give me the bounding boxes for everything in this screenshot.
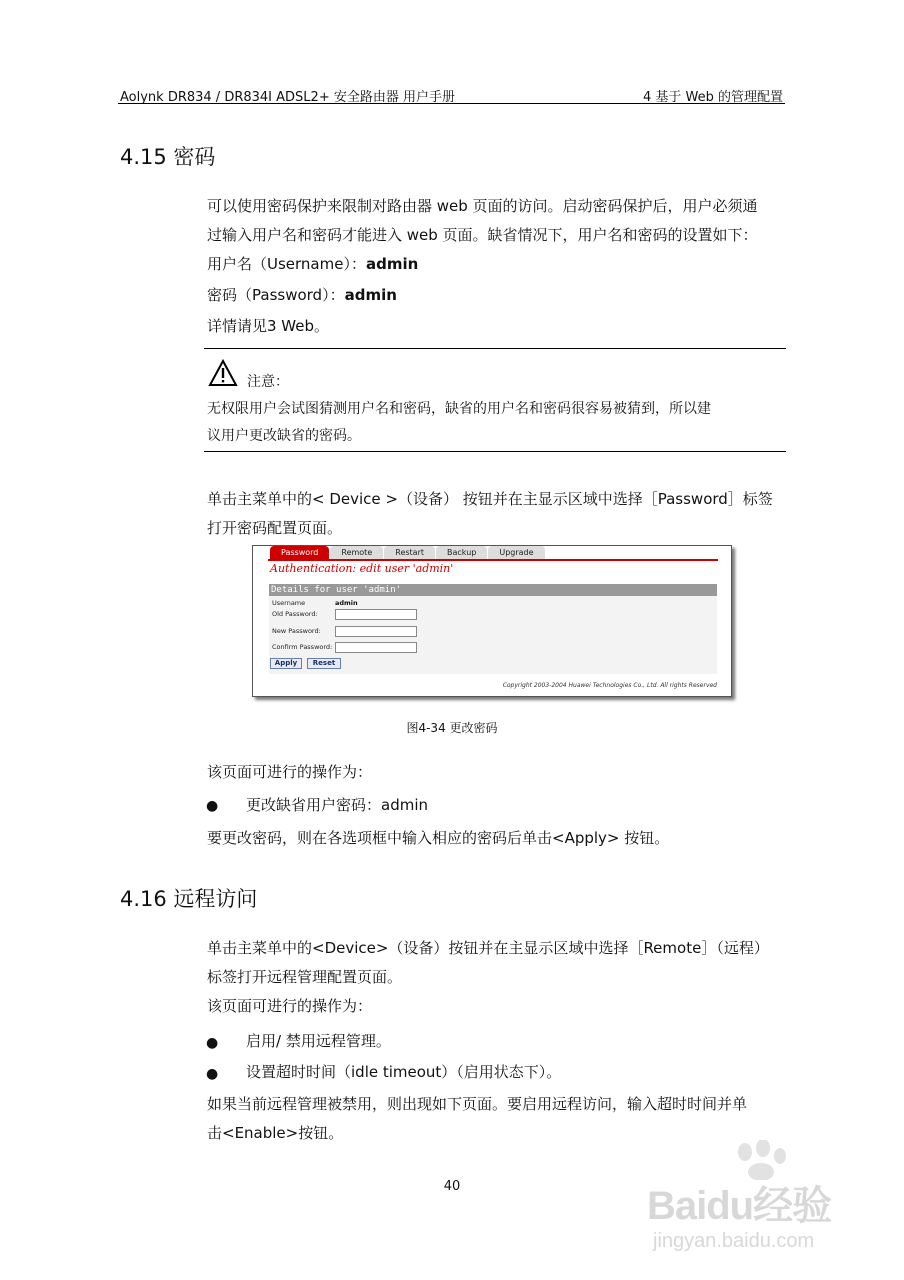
baidu-watermark — [645, 1140, 865, 1270]
password-value: admin — [344, 286, 397, 304]
new-password-label: New Password: — [272, 627, 321, 635]
note-title: 注意： — [247, 374, 289, 390]
watermark-brand: Baidu经验 — [647, 1184, 832, 1228]
password-label: 密码（Password）： — [207, 286, 345, 304]
username-field-value: admin — [335, 599, 358, 607]
old-password-label: Old Password: — [272, 610, 318, 618]
confirm-password-input[interactable] — [335, 642, 417, 653]
section-title-416: 4.16 远程访问 — [120, 887, 258, 911]
note-line-1: 无权限用户会试图猜测用户名和密码，缺省的用户名和密码很容易被猜到，所以建 — [207, 401, 711, 417]
confirm-password-label: Confirm Password: — [272, 643, 333, 651]
default-username-line — [207, 250, 787, 279]
details-reference: 详情请见3 Web。 — [207, 317, 330, 335]
running-header-right: 4 基于 Web 的管理配置 — [642, 90, 783, 105]
remote-instruction-line-1: 单击主菜单中的<Device>（设备）按钮并在主显示区域中选择［Remote］（远程） — [207, 939, 769, 957]
section-title-415: 4.15 密码 — [120, 145, 216, 169]
username-value: admin — [365, 255, 419, 273]
password-config-screenshot — [252, 545, 732, 697]
tab-upgrade[interactable]: Upgrade — [488, 546, 544, 559]
intro-line-1: 可以使用密码保护来限制对路由器 web 页面的访问。启动密码保护后，用户必须通 — [207, 197, 758, 215]
bullet-dot: ● — [206, 798, 219, 814]
tab-remote[interactable]: Remote — [330, 546, 383, 559]
remote-instruction-line-2: 标签打开远程管理配置页面。 — [207, 968, 403, 986]
default-password-line — [207, 281, 787, 310]
closing-line-1: 如果当前远程管理被禁用，则出现如下页面。要启用远程访问，输入超时时间并单 — [207, 1095, 748, 1113]
new-password-input[interactable] — [335, 626, 417, 637]
bullet-change-password: 更改缺省用户密码：admin — [246, 796, 429, 814]
intro-paragraph — [207, 192, 787, 250]
instruction-line-2: 打开密码配置页面。 — [207, 519, 343, 537]
tab-password[interactable]: Password — [270, 546, 329, 559]
apply-instruction: 要更改密码，则在各选项框中输入相应的密码后单击<Apply> 按钮。 — [207, 829, 670, 847]
bullet-dot: ● — [206, 1035, 219, 1051]
tab-bar — [270, 546, 546, 559]
old-password-input[interactable] — [335, 609, 417, 620]
apply-button[interactable]: Apply — [270, 658, 302, 669]
header-divider — [118, 103, 785, 104]
note-body — [207, 396, 787, 450]
page-number: 40 — [443, 1179, 461, 1194]
remote-instruction — [207, 934, 787, 992]
intro-line-2: 过输入用户名和密码才能进入 web 页面。缺省情况下，用户名和密码的设置如下： — [207, 226, 758, 244]
username-label: 用户名（Username）： — [207, 255, 366, 273]
instruction-line-1: 单击主菜单中的< Device >（设备） 按钮并在主显示区域中选择［Password］标签 — [207, 490, 773, 508]
ops-intro-415: 该页面可进行的操作为： — [207, 763, 373, 781]
tab-underline — [268, 559, 718, 561]
device-instruction — [207, 485, 787, 543]
auth-page-title: Authentication: edit user 'admin' — [270, 562, 454, 575]
watermark-url: jingyan.baidu.com — [653, 1230, 815, 1252]
running-header-left: Aolynk DR834 / DR834I ADSL2+ 安全路由器 用户手册 — [120, 90, 455, 105]
note-bottom-rule — [204, 451, 786, 452]
tab-backup[interactable]: Backup — [436, 546, 487, 559]
bullet-dot: ● — [206, 1066, 219, 1082]
copyright-notice: Copyright 2003-2004 Huawei Technologies Co., Ltd. All rights Reserved — [502, 682, 717, 689]
note-line-2: 议用户更改缺省的密码。 — [207, 428, 361, 444]
warning-icon — [208, 359, 238, 391]
bullet-enable-remote: 启用/ 禁用远程管理。 — [246, 1032, 391, 1050]
reset-button[interactable]: Reset — [307, 658, 341, 669]
username-field-label: Username — [272, 599, 306, 607]
closing-line-2: 击<Enable>按钮。 — [207, 1124, 344, 1142]
tab-restart[interactable]: Restart — [384, 546, 435, 559]
figure-caption: 图4-34 更改密码 — [406, 721, 498, 735]
ops-intro-416: 该页面可进行的操作为： — [207, 997, 373, 1015]
bullet-idle-timeout: 设置超时时间（idle timeout）（启用状态下）。 — [246, 1063, 562, 1081]
note-top-rule — [204, 348, 786, 349]
details-header: Details for user 'admin' — [269, 584, 717, 596]
